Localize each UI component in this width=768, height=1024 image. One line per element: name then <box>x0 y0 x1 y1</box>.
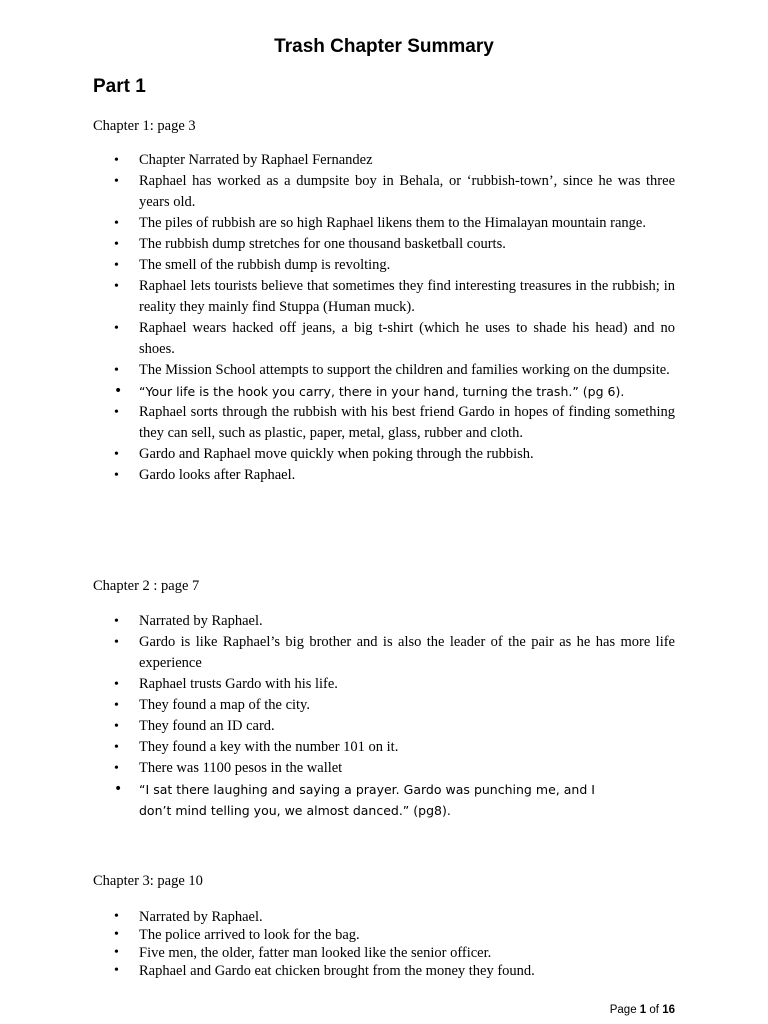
list-item: • Raphael trusts Gardo with his life. <box>93 674 675 695</box>
list-item: • Gardo is like Raphael’s big brother and is also the leader of the pair as he has more life experience <box>93 632 675 674</box>
list-item: • They found a map of the city. <box>93 695 675 716</box>
chapter-3-bullet-list <box>93 908 675 980</box>
part-heading: Part 1 <box>93 76 146 97</box>
quote-list-item: • “I sat there laughing and saying a prayer. Gardo was punching me, and I don’t mind telling you, we almost danced.” (pg8). <box>93 779 675 821</box>
list-item: • Raphael has worked as a dumpsite boy in Behala, or ‘rubbish-town’, since he was three years old. <box>93 171 675 213</box>
list-item: • Raphael wears hacked off jeans, a big t-shirt (which he uses to shade his head) and no shoes. <box>93 318 675 360</box>
document-title: Trash Chapter Summary <box>274 36 494 57</box>
list-item: • The piles of rubbish are so high Raphael likens them to the Himalayan mountain range. <box>93 213 675 234</box>
list-item: • Narrated by Raphael. <box>93 908 675 926</box>
list-item: • Gardo looks after Raphael. <box>93 465 675 486</box>
list-item: • Five men, the older, fatter man looked like the senior officer. <box>93 944 675 962</box>
list-item: • The police arrived to look for the bag. <box>93 926 675 944</box>
chapter-1-bullet-list <box>93 150 675 486</box>
total-page-count: 16 <box>662 1004 675 1016</box>
chapter-2-heading: Chapter 2 : page 7 <box>93 578 200 594</box>
chapter-1-heading: Chapter 1: page 3 <box>93 118 196 134</box>
list-item: • Raphael lets tourists believe that sometimes they find interesting treasures in the rubbish; in reality they mainly find Stuppa (Human muck). <box>93 276 675 318</box>
list-item: • They found a key with the number 101 on it. <box>93 737 675 758</box>
chapter-3-heading: Chapter 3: page 10 <box>93 873 203 889</box>
list-item: • Gardo and Raphael move quickly when poking through the rubbish. <box>93 444 675 465</box>
list-item: • The smell of the rubbish dump is revolting. <box>93 255 675 276</box>
current-page-number: 1 <box>639 1004 647 1016</box>
list-item: • There was 1100 pesos in the wallet <box>93 758 675 779</box>
page-label: Page <box>609 1004 637 1016</box>
list-item: • Chapter Narrated by Raphael Fernandez <box>93 150 675 171</box>
chapter-2-bullet-list <box>93 611 675 821</box>
list-item: • Raphael and Gardo eat chicken brought from the money they found. <box>93 962 675 980</box>
page-number-footer <box>610 1004 675 1016</box>
quote-list-item: • “Your life is the hook you carry, there in your hand, turning the trash.” (pg 6). <box>93 381 675 402</box>
list-item: • The Mission School attempts to support the children and families working on the dumpsite. <box>93 360 675 381</box>
list-item: • Raphael sorts through the rubbish with his best friend Gardo in hopes of finding something they can sell, such as plastic, paper, metal, glass, rubber and cloth. <box>93 402 675 444</box>
list-item: • They found an ID card. <box>93 716 675 737</box>
list-item: • Narrated by Raphael. <box>93 611 675 632</box>
of-label: of <box>649 1004 659 1016</box>
list-item: • The rubbish dump stretches for one thousand basketball courts. <box>93 234 675 255</box>
